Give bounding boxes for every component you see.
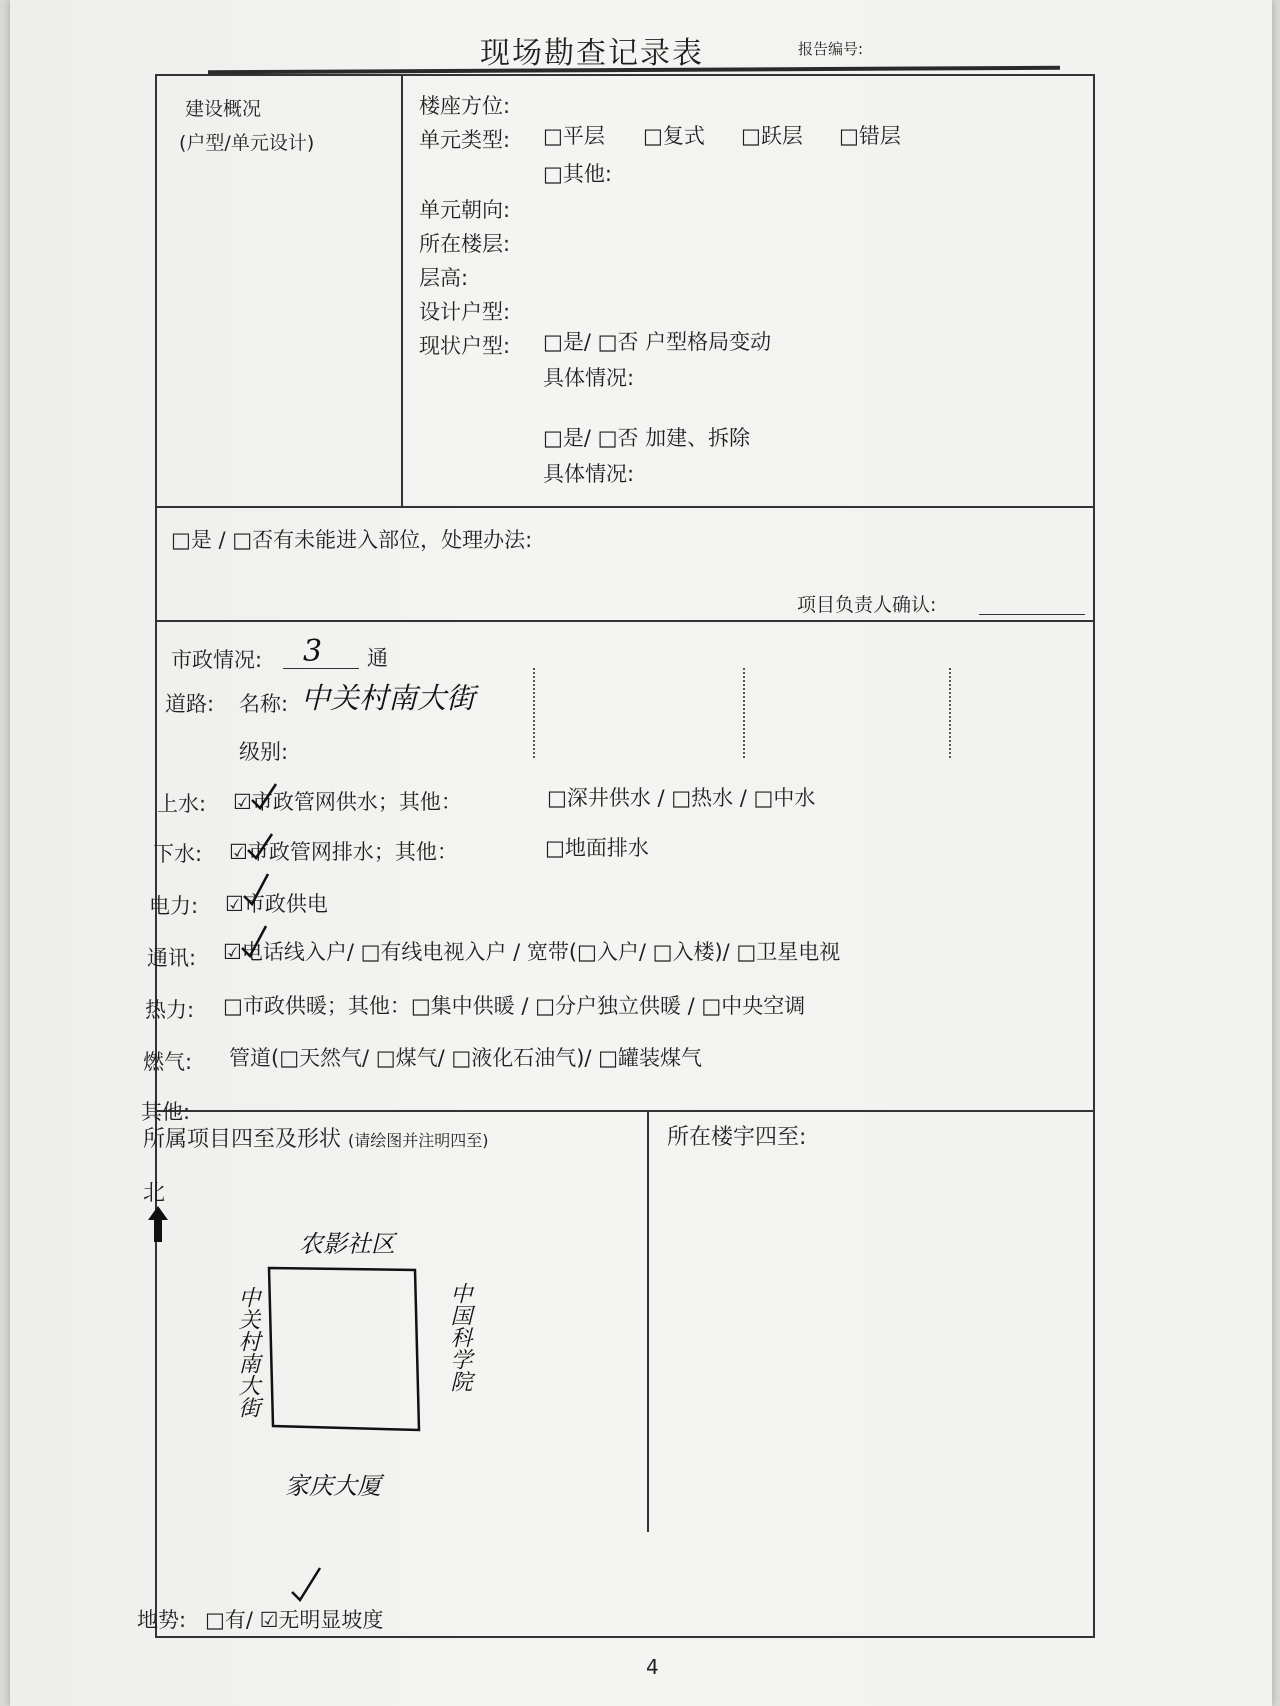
road-column-divider [533, 668, 535, 758]
construction-subheading: (户型/单元设计) [179, 132, 315, 154]
power-check-mark [242, 872, 272, 908]
terrain-label: 地势: [137, 1608, 187, 1632]
road-name-handwriting: 中关村南大街 [301, 681, 476, 715]
water-supply-label: 上水: [157, 792, 207, 816]
unit-type-other-checkbox[interactable]: □其他: [543, 162, 612, 186]
road-name-label: 名称: [239, 692, 289, 716]
addition-checkbox[interactable]: □是/ □否 加建、拆除 [543, 426, 751, 450]
floor-height-field[interactable]: 层高: [419, 266, 469, 290]
municipal-count-handwriting: 3 [303, 634, 323, 669]
terrain-options[interactable]: □有/ ☑无明显坡度 [205, 1608, 384, 1632]
building-location-field[interactable]: 楼座方位: [419, 94, 511, 118]
design-layout-field[interactable]: 设计户型: [419, 300, 511, 324]
sketch-north-label: 农影社区 [299, 1230, 395, 1258]
other-label: 其他: [141, 1100, 191, 1124]
building-boundary-heading: 所在楼宇四至: [667, 1125, 807, 1150]
row-divider [157, 1110, 1093, 1112]
power-label: 电力: [149, 894, 199, 918]
sketch-south-label: 家庆大厦 [285, 1472, 381, 1500]
inaccessible-question[interactable]: □是 / □否有未能进入部位，处理办法: [171, 528, 533, 552]
heating-label: 热力: [145, 998, 195, 1022]
manager-confirm-label: 项目负责人确认: [797, 594, 937, 616]
addition-detail-field[interactable]: 具体情况: [543, 462, 635, 486]
site-sketch-rectangle [267, 1266, 427, 1434]
up-arrow-icon [147, 1206, 169, 1246]
unit-type-flat-checkbox[interactable]: □平层 [543, 124, 605, 148]
terrain-check-mark [290, 1566, 324, 1606]
sketch-west-label: 中关村南大街 [235, 1286, 260, 1418]
sketch-east-label: 中国科学院 [447, 1282, 472, 1392]
row-divider [157, 620, 1093, 622]
unit-type-loft-checkbox[interactable]: □跃层 [741, 124, 803, 148]
unit-type-label: 单元类型: [419, 128, 511, 152]
road-column-divider [743, 668, 745, 758]
drainage-label: 下水: [153, 842, 203, 866]
municipal-count-suffix: 通 [367, 646, 388, 670]
layout-change-detail-field[interactable]: 具体情况: [543, 366, 635, 390]
north-label: 北 [143, 1181, 166, 1206]
report-number-label: 报告编号: [798, 40, 864, 58]
manager-confirm-line[interactable] [979, 614, 1085, 615]
survey-form-table [137, 74, 1095, 1638]
drainage-municipal-checkbox[interactable]: ☑市政管网排水；其他： [229, 840, 458, 864]
section-divider [401, 76, 403, 508]
municipal-heading: 市政情况: [171, 648, 263, 672]
water-supply-other-options[interactable]: □深井供水 / □热水 / □中水 [547, 786, 816, 810]
layout-change-checkbox[interactable]: □是/ □否 户型格局变动 [543, 330, 772, 354]
water-supply-check-mark [250, 782, 280, 812]
telecom-check-mark [240, 924, 270, 960]
telecom-options[interactable]: ☑电话线入户/ □有线电视入户 / 宽带(□入户/ □入楼)/ □卫星电视 [223, 940, 841, 964]
floor-field[interactable]: 所在楼层: [419, 232, 511, 256]
project-boundary-title: 所属项目四至及形状 [143, 1127, 342, 1152]
road-label: 道路: [165, 692, 215, 716]
construction-heading: 建设概况 [185, 98, 262, 120]
power-municipal-checkbox[interactable]: ☑市政供电 [225, 892, 328, 916]
drainage-other-options[interactable]: □地面排水 [545, 836, 649, 860]
row-divider [157, 506, 1093, 508]
form-title: 现场勘查记录表 [480, 36, 704, 71]
drainage-check-mark [246, 832, 276, 862]
project-boundary-note: (请绘图并注明四至) [348, 1131, 489, 1150]
municipal-count-line [283, 668, 359, 669]
unit-type-split-level-checkbox[interactable]: □错层 [839, 124, 901, 148]
heating-options[interactable]: □市政供暖；其他：□集中供暖 / □分户独立供暖 / □中央空调 [223, 994, 806, 1018]
orientation-field[interactable]: 单元朝向: [419, 198, 511, 222]
page-number: 4 [646, 1655, 659, 1679]
road-column-divider [949, 668, 951, 758]
project-boundary-heading [143, 1122, 489, 1153]
current-layout-label: 现状户型: [419, 334, 511, 358]
road-level-label: 级别: [239, 740, 289, 764]
water-supply-municipal-checkbox[interactable]: ☑市政管网供水；其他： [233, 790, 462, 814]
form-paper [10, 0, 1272, 1706]
gas-options[interactable]: 管道(□天然气/ □煤气/ □液化石油气)/ □罐装煤气 [229, 1046, 703, 1070]
gas-label: 燃气: [143, 1050, 193, 1074]
telecom-label: 通讯: [147, 946, 197, 970]
title-rule [208, 66, 1060, 74]
boundary-divider [647, 1112, 649, 1532]
unit-type-duplex-checkbox[interactable]: □复式 [643, 124, 705, 148]
